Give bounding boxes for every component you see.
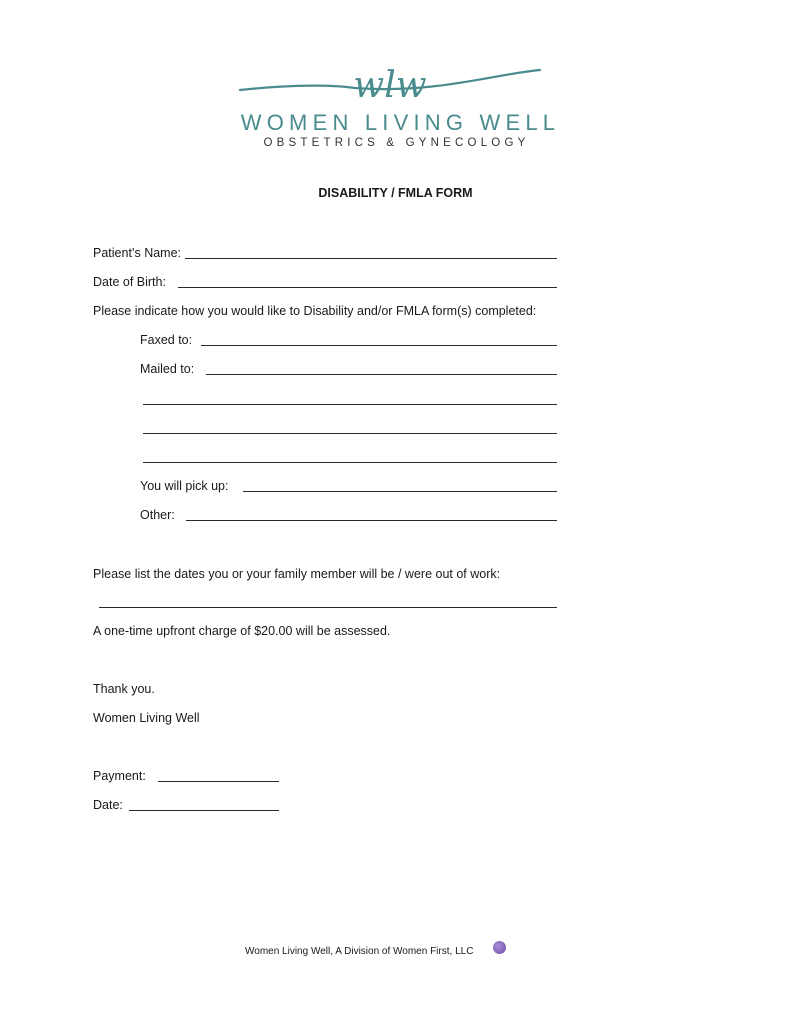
payment-label: Payment: xyxy=(93,769,146,783)
footer-text: Women Living Well, A Division of Women First, LLC xyxy=(245,946,474,957)
form-title: DISABILITY / FMLA FORM xyxy=(318,186,473,200)
mailed-field-line-2[interactable] xyxy=(143,404,557,405)
signature-text: Women Living Well xyxy=(93,711,200,725)
patient-name-field[interactable] xyxy=(185,258,557,259)
date-label: Date: xyxy=(93,798,123,812)
dates-prompt: Please list the dates you or your family member will be / were out of work: xyxy=(93,567,501,581)
faxed-label: Faxed to: xyxy=(140,333,193,347)
dob-label: Date of Birth: xyxy=(93,275,166,289)
logo-title: WOMEN LIVING WELL xyxy=(240,110,561,135)
mailed-field-line-3[interactable] xyxy=(143,433,557,434)
other-label: Other: xyxy=(140,508,175,522)
mailed-field[interactable] xyxy=(206,374,557,375)
pickup-field[interactable] xyxy=(243,491,557,492)
mailed-field-line-4[interactable] xyxy=(143,462,557,463)
dob-field[interactable] xyxy=(178,287,557,288)
charge-notice: A one-time upfront charge of $20.00 will be assessed. xyxy=(93,624,391,638)
faxed-field[interactable] xyxy=(201,345,557,346)
pickup-label: You will pick up: xyxy=(140,479,229,493)
logo-monogram xyxy=(235,66,545,106)
completion-prompt: Please indicate how you would like to Disability and/or FMLA form(s) completed: xyxy=(93,304,537,318)
payment-field[interactable] xyxy=(158,781,279,782)
date-field[interactable] xyxy=(129,810,279,811)
logo-monogram-text: wlw xyxy=(353,66,427,106)
patient-name-label: Patient’s Name: xyxy=(93,246,182,260)
thank-you-text: Thank you. xyxy=(93,682,155,696)
footer-dot-icon xyxy=(493,941,506,954)
mailed-label: Mailed to: xyxy=(140,362,195,376)
other-field[interactable] xyxy=(186,520,557,521)
dates-field[interactable] xyxy=(99,607,557,608)
logo-subtitle: OBSTETRICS & GYNECOLOGY xyxy=(263,137,530,149)
